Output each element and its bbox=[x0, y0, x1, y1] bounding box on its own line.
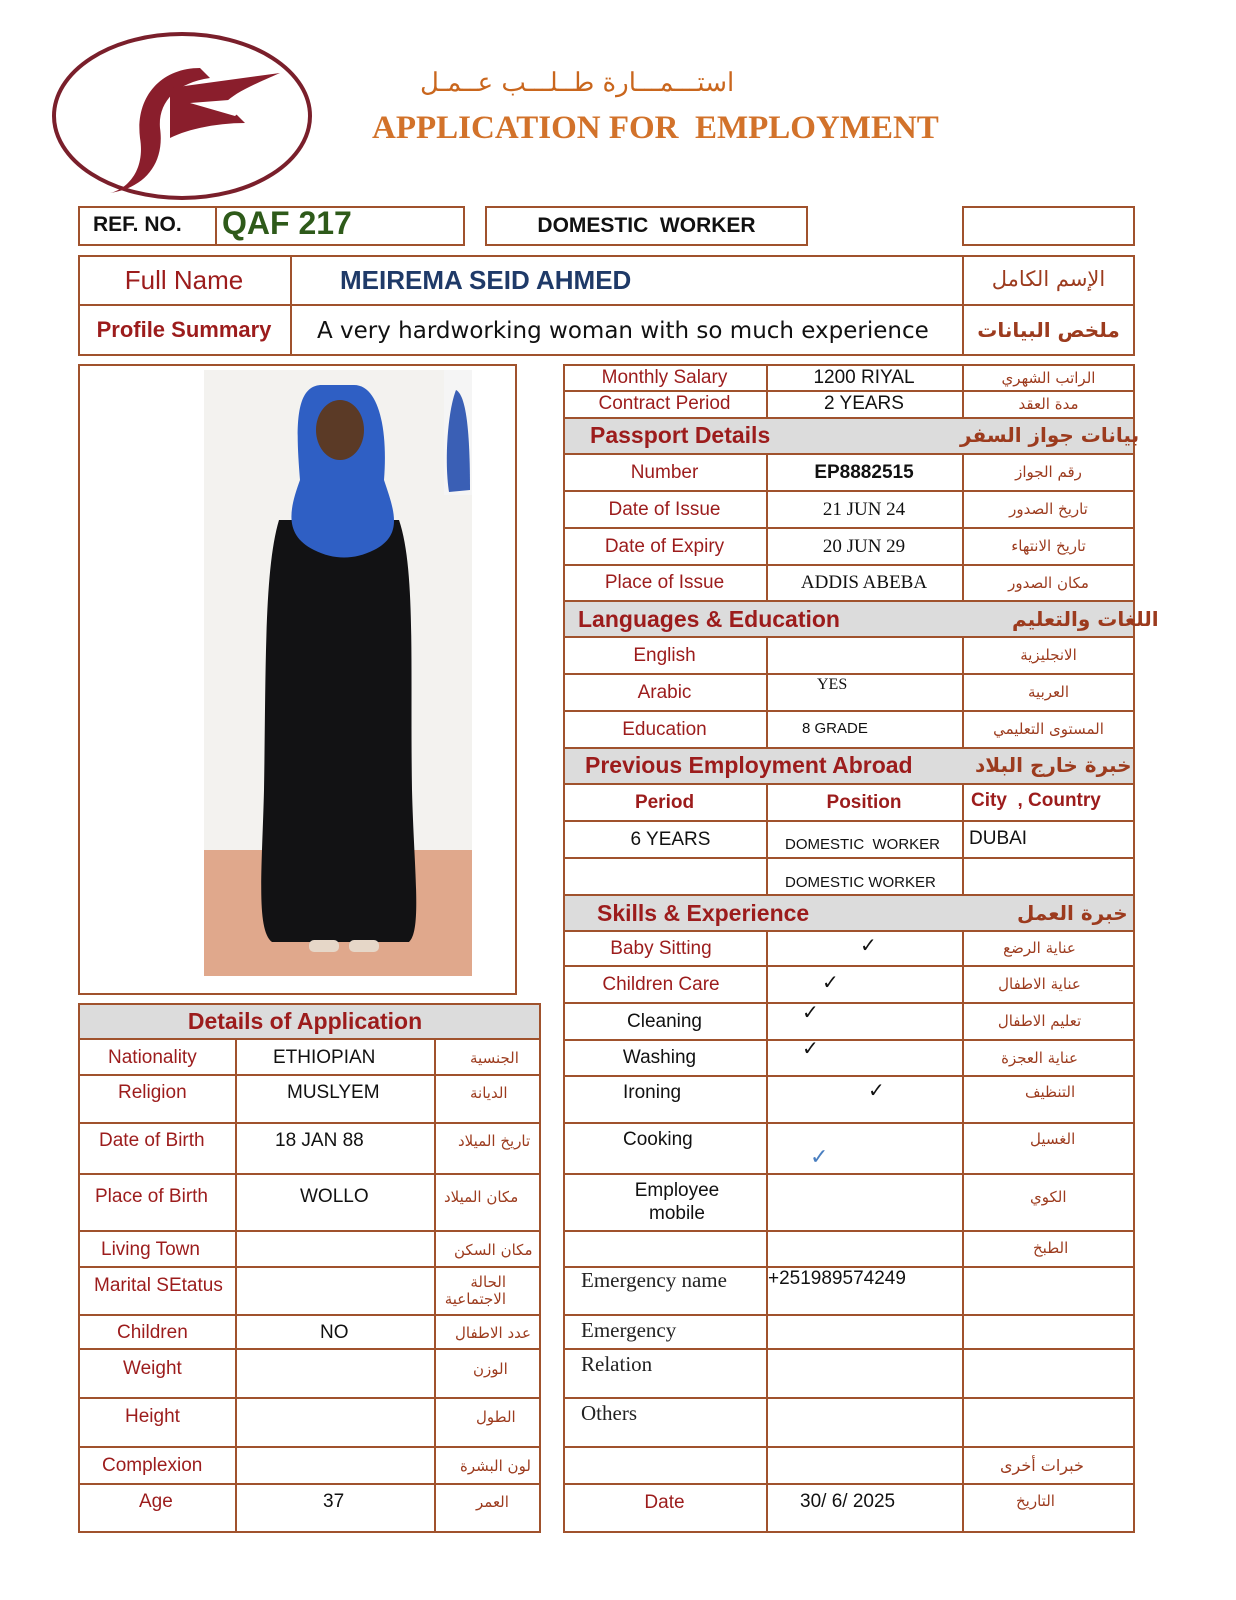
period-label: Contract Period bbox=[598, 393, 731, 414]
passport-number-arabic: رقم الجواز bbox=[1015, 463, 1082, 482]
ref-value: QAF 217 bbox=[222, 205, 352, 241]
children-label: Children bbox=[117, 1322, 188, 1343]
other-experience-arabic: خبرات أخرى bbox=[1000, 1456, 1084, 1475]
skill-cooking: Cooking bbox=[623, 1129, 693, 1150]
nationality-label: Nationality bbox=[108, 1047, 197, 1068]
date-label: Date bbox=[644, 1491, 685, 1513]
pob-arabic: مكان الميلاد bbox=[444, 1188, 519, 1206]
full-name-arabic: الإسم الكامل bbox=[991, 267, 1106, 292]
col-period: Period bbox=[634, 791, 695, 813]
pob-label: Place of Birth bbox=[95, 1186, 208, 1207]
height-arabic: الطول bbox=[476, 1408, 516, 1426]
skill-washing: Washing bbox=[622, 1047, 697, 1068]
check-children-care: ✓ bbox=[822, 972, 839, 994]
skill-washing-arabic: عناية العجزة bbox=[1001, 1048, 1078, 1067]
emergency-name-label: Emergency name bbox=[581, 1268, 727, 1292]
english-label: English bbox=[633, 644, 696, 666]
english-value bbox=[766, 638, 962, 673]
check-ironing: ✓ bbox=[868, 1080, 885, 1102]
height-label: Height bbox=[125, 1406, 180, 1427]
arabic-label: Arabic bbox=[637, 681, 692, 703]
skill-children-care: Children Care bbox=[602, 973, 720, 995]
check-cooking: ✓ bbox=[810, 1144, 829, 1169]
religion-value: MUSLYEM bbox=[287, 1082, 380, 1103]
full-name-value: MEIREMA SEID AHMED bbox=[340, 265, 632, 295]
issue-place-arabic: مكان الصدور bbox=[1008, 573, 1089, 592]
passport-number-value: EP8882515 bbox=[814, 461, 914, 483]
skills-title: Skills & Experience bbox=[597, 900, 810, 926]
col-city: City , Country bbox=[971, 790, 1101, 811]
issue-place-label: Place of Issue bbox=[604, 572, 725, 593]
age-arabic: العمر bbox=[476, 1493, 509, 1511]
applicant-photo bbox=[204, 370, 472, 976]
weight-arabic: الوزن bbox=[473, 1360, 508, 1378]
education-value: 8 GRADE bbox=[802, 720, 868, 737]
employment-position-2: DOMESTIC WORKER bbox=[785, 874, 936, 891]
marital-status-arabic: الحالة الاجتماعية bbox=[444, 1273, 506, 1308]
skill-cleaning: Cleaning bbox=[627, 1010, 702, 1032]
col-position: Position bbox=[826, 791, 902, 813]
weight-label: Weight bbox=[123, 1358, 182, 1379]
others-label: Others bbox=[581, 1401, 637, 1425]
check-washing: ✓ bbox=[802, 1038, 819, 1060]
emergency-name-value: +251989574249 bbox=[768, 1268, 906, 1289]
pob-value: WOLLO bbox=[300, 1186, 369, 1207]
issue-date-value: 21 JUN 24 bbox=[822, 498, 906, 520]
full-name-label: Full Name bbox=[124, 264, 244, 295]
expiry-date-arabic: تاريخ الانتهاء bbox=[1011, 537, 1086, 556]
skill-baby-sitting: Baby Sitting bbox=[610, 937, 712, 959]
expiry-date-label: Date of Expiry bbox=[604, 535, 725, 557]
employment-position-1: DOMESTIC WORKER bbox=[785, 836, 941, 853]
religion-arabic: الديانة bbox=[470, 1084, 508, 1102]
issue-date-label: Date of Issue bbox=[608, 498, 721, 520]
nationality-arabic: الجنسية bbox=[470, 1049, 519, 1067]
dob-label: Date of Birth bbox=[99, 1130, 205, 1151]
check-baby-sitting: ✓ bbox=[860, 935, 877, 957]
languages-title-arabic: اللغات والتعليم bbox=[1012, 607, 1159, 631]
ref-label: REF. NO. bbox=[93, 213, 182, 236]
age-label: Age bbox=[139, 1491, 173, 1512]
dob-arabic: تاريخ الميلاد bbox=[458, 1132, 531, 1150]
living-town-label: Living Town bbox=[101, 1239, 200, 1260]
nationality-value: ETHIOPIAN bbox=[273, 1047, 376, 1068]
check-cleaning: ✓ bbox=[802, 1002, 819, 1024]
employee-mobile-label: Employee mobile bbox=[634, 1180, 720, 1224]
company-logo bbox=[50, 28, 315, 208]
skill-row8-arabic: الطبخ bbox=[1033, 1239, 1069, 1257]
skill-cooking-arabic: الغسيل bbox=[1030, 1130, 1076, 1148]
emergency-label: Emergency bbox=[581, 1318, 677, 1342]
profile-label: Profile Summary bbox=[96, 317, 272, 342]
issue-place-value: ADDIS ABEBA bbox=[800, 572, 928, 593]
date-value: 30/ 6/ 2025 bbox=[800, 1491, 896, 1512]
profile-arabic: ملخص البيانات bbox=[977, 318, 1120, 342]
passport-title: Passport Details bbox=[590, 422, 771, 448]
living-town-arabic: مكان السكن bbox=[454, 1241, 533, 1259]
passport-title-arabic: بيانات جواز السفر bbox=[960, 423, 1140, 447]
issue-date-arabic: تاريخ الصدور bbox=[1009, 500, 1088, 519]
education-label: Education bbox=[622, 718, 707, 740]
date-arabic: التاريخ bbox=[1016, 1492, 1055, 1510]
salary-arabic: الراتب الشهري bbox=[1001, 368, 1096, 387]
salary-label: Monthly Salary bbox=[601, 367, 728, 388]
complexion-arabic: لون البشرة bbox=[460, 1457, 531, 1475]
english-arabic: الانجليزية bbox=[1020, 646, 1077, 665]
children-value: NO bbox=[320, 1322, 349, 1343]
arabic-arabic: العربية bbox=[1028, 683, 1069, 702]
complexion-label: Complexion bbox=[102, 1455, 203, 1476]
skill-baby-sitting-arabic: عناية الرضع bbox=[1003, 939, 1076, 958]
skill-row7-arabic: الكوي bbox=[1030, 1188, 1067, 1206]
marital-status-label: Marital SEtatus bbox=[94, 1275, 223, 1296]
religion-label: Religion bbox=[118, 1082, 187, 1103]
age-value: 37 bbox=[323, 1491, 345, 1512]
skill-cleaning-arabic: تعليم الاطفال bbox=[997, 1012, 1082, 1031]
application-title: Details of Application bbox=[187, 1008, 423, 1034]
skills-title-arabic: خبرة العمل bbox=[1017, 901, 1128, 925]
relation-label: Relation bbox=[581, 1352, 653, 1376]
skill-ironing-arabic: التنظيف bbox=[1025, 1083, 1076, 1101]
job-title: DOMESTIC WORKER bbox=[537, 214, 756, 237]
period-arabic: مدة العقد bbox=[1018, 394, 1079, 413]
title-arabic: استـــمـــارة طــلـــب عــمـل bbox=[420, 68, 735, 98]
profile-value: A very hardworking woman with so much experience bbox=[317, 318, 929, 344]
skill-children-care-arabic: عناية الاطفال bbox=[998, 975, 1081, 994]
arabic-value: YES bbox=[817, 676, 848, 693]
blank-ref-box bbox=[962, 206, 1135, 246]
employment-period-1: 6 YEARS bbox=[630, 828, 711, 850]
passport-number-label: Number bbox=[630, 461, 699, 483]
skill-ironing: Ironing bbox=[623, 1082, 682, 1103]
employment-title-arabic: خبرة خارج البلاد bbox=[975, 753, 1132, 777]
education-arabic: المستوى التعليمي bbox=[993, 720, 1104, 739]
period-value: 2 YEARS bbox=[824, 393, 904, 414]
dob-value: 18 JAN 88 bbox=[275, 1130, 364, 1151]
title-english: APPLICATION FOR EMPLOYMENT bbox=[372, 110, 939, 146]
salary-value: 1200 RIYAL bbox=[813, 367, 915, 388]
expiry-date-value: 20 JUN 29 bbox=[822, 535, 906, 557]
languages-title: Languages & Education bbox=[578, 606, 840, 632]
employment-city-1: DUBAI bbox=[969, 828, 1028, 849]
employment-title: Previous Employment Abroad bbox=[585, 752, 913, 778]
children-arabic: عدد الاطفال bbox=[455, 1324, 531, 1342]
